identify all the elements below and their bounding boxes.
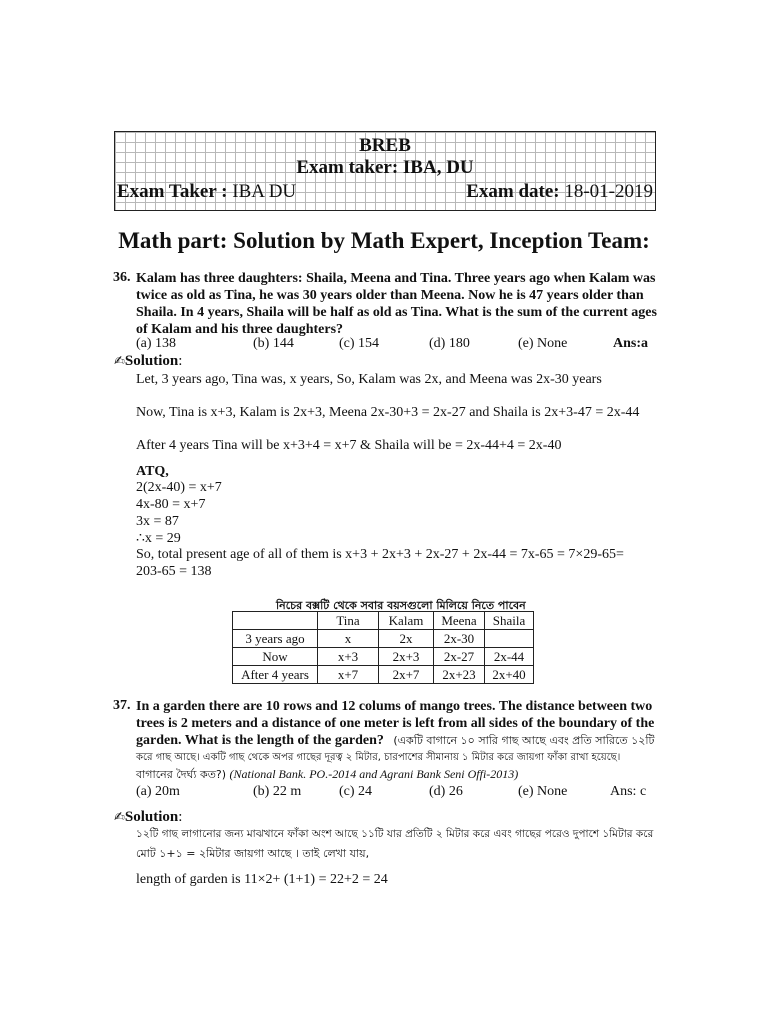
q37-options: [0, 784, 768, 802]
q37-answer: Ans: c: [610, 784, 647, 799]
table-cell: x: [318, 630, 379, 648]
q37-option-b: (b) 22 m: [253, 784, 302, 799]
equation-line: 2(2x-40) = x+7: [136, 480, 222, 495]
table-cell: After 4 years: [233, 666, 318, 684]
exam-date: [466, 181, 653, 203]
q37-line3-bn: (একটি বাগানে ১০ সারি গাছ আছে এবং প্রতি সারিতে ১২টি: [393, 734, 655, 747]
q36-solution-heading: ✍Solution:: [114, 353, 183, 369]
q37-solution-bn-line1: ১২টি গাছ লাগানোর জন্য মাঝখানে ফাঁকা অংশ আছে ১১টি যার প্রতিটি ২ মিটার করে এবং গাছের পরেও দুপাশে ১মিটার করে: [136, 828, 654, 840]
exam-header-box: [114, 131, 656, 211]
table-cell: 2x: [379, 630, 434, 648]
q37-option-d: (d) 26: [429, 784, 463, 799]
q37-line: [136, 732, 666, 749]
table-cell: 3 years ago: [233, 630, 318, 648]
table-cell: 2x-44: [485, 648, 534, 666]
q36-number: 36.: [113, 270, 131, 285]
table-cell: 2x+3: [379, 648, 434, 666]
equation-line: 4x-80 = x+7: [136, 497, 206, 512]
table-caption: নিচের বক্সটি থেকে সবার বয়সগুলো মিলিয়ে নিতে পাবেন: [276, 599, 526, 612]
q37-line4-bn: করে গাছ আছে। একটি গাছ থেকে অপর গাছের দূরত্ব ২ মিটার, চারপাশের সীমানায় ১ মিটার করে জায়গা ফাঁকা রাখা হয়েছে।: [136, 752, 621, 763]
solution-label: Solution: [124, 809, 179, 825]
equation-line: ∴x = 29: [136, 531, 181, 546]
solution-label: Solution: [124, 353, 179, 369]
q36-option-a: (a) 138: [136, 336, 177, 351]
q36-option-e: (e) None: [518, 336, 568, 351]
q37-option-c: (c) 24: [339, 784, 373, 799]
exam-taker-label: Exam Taker :: [117, 181, 228, 202]
page-title: Math part: Solution by Math Expert, Inception Team:: [118, 228, 650, 253]
q37-text: [136, 698, 666, 783]
q37-line: In a garden there are 10 rows and 12 colums of mango trees. The distance between two: [136, 699, 653, 714]
table-cell: x+7: [318, 666, 379, 684]
exam-date-value: 18-01-2019: [564, 181, 653, 202]
q37-number: 37.: [113, 698, 131, 713]
table-cell: 2x-30: [434, 630, 485, 648]
q37-solution-bn-line2: মোট ১+১ = ২মিটার জায়গা আছে । তাই লেখা যায়,: [136, 847, 370, 860]
q36-solution-line1: Let, 3 years ago, Tina was, x years, So, Kalam was 2x, and Meena was 2x-30 years: [136, 372, 602, 387]
table-cell: 2x+7: [379, 666, 434, 684]
table-row: [233, 648, 534, 666]
table-cell: Meena: [434, 612, 485, 630]
table-cell: 2x-27: [434, 648, 485, 666]
exam-date-label: Exam date:: [466, 181, 560, 202]
q36-line: twice as old as Tina, he was 30 years older than Meena. Now he is 47 years older than: [136, 288, 644, 303]
q36-line: Shaila. In 4 years, Shaila will be half as old as Tina. What is the sum of the current ages: [136, 305, 657, 320]
equation-line: 3x = 87: [136, 514, 179, 529]
table-cell: [233, 612, 318, 630]
q37-solution-en: length of garden is 11×2+ (1+1) = 22+2 = 24: [136, 872, 388, 887]
q37-option-a: (a) 20m: [136, 784, 180, 799]
pen-icon: ✍: [114, 810, 125, 825]
q36-answer: Ans:a: [613, 336, 649, 351]
pen-icon: ✍: [114, 354, 125, 369]
q36-options: [0, 336, 768, 354]
q36-line: Kalam has three daughters: Shaila, Meena and Tina. Three years ago when Kalam was: [136, 271, 656, 286]
total-line: 203-65 = 138: [136, 564, 212, 579]
q37-line5: [136, 766, 666, 783]
table-cell: Tina: [318, 612, 379, 630]
q36-option-b: (b) 144: [253, 336, 294, 351]
q37-solution-heading: ✍Solution:: [114, 809, 183, 825]
q36-solution-line2: Now, Tina is x+3, Kalam is 2x+3, Meena 2x-30+3 = 2x-27 and Shaila is 2x+3-47 = 2x-44: [136, 405, 640, 420]
table-cell: Now: [233, 648, 318, 666]
q37-source: (National Bank. PO.-2014 and Agrani Bank Seni Offi-2013): [229, 767, 519, 781]
table-header-row: [233, 612, 534, 630]
table-cell: 2x+23: [434, 666, 485, 684]
table-cell: x+3: [318, 648, 379, 666]
table-cell: Kalam: [379, 612, 434, 630]
q36-line: of Kalam and his three daughters?: [136, 322, 344, 337]
age-table: [232, 611, 534, 684]
q37-line: trees is 2 meters and a distance of one meter is left from all sides of the boundary of the: [136, 716, 655, 731]
exam-taker-value: IBA DU: [232, 181, 297, 202]
header-info-row: [117, 181, 653, 203]
table-row: [233, 630, 534, 648]
q37-line3-en: garden. What is the length of the garden?: [136, 733, 384, 748]
total-line: So, total present age of all of them is x+3 + 2x+3 + 2x-27 + 2x-44 = 7x-65 = 7×29-65=: [136, 547, 624, 562]
atq-label: ATQ,: [136, 464, 169, 479]
header-subtitle: Exam taker: IBA, DU: [296, 157, 474, 178]
q37-option-e: (e) None: [518, 784, 568, 799]
q36-text: [136, 270, 666, 338]
table-cell: Shaila: [485, 612, 534, 630]
q37-line5-bn: বাগানের দৈর্ঘ্য কত?): [136, 768, 227, 781]
table-cell: 2x+40: [485, 666, 534, 684]
header-title: BREB: [359, 135, 411, 156]
q36-option-d: (d) 180: [429, 336, 470, 351]
q36-option-c: (c) 154: [339, 336, 380, 351]
table-row: [233, 666, 534, 684]
q36-solution-line3: After 4 years Tina will be x+3+4 = x+7 & Shaila will be = 2x-44+4 = 2x-40: [136, 438, 562, 453]
table-cell: [485, 630, 534, 648]
